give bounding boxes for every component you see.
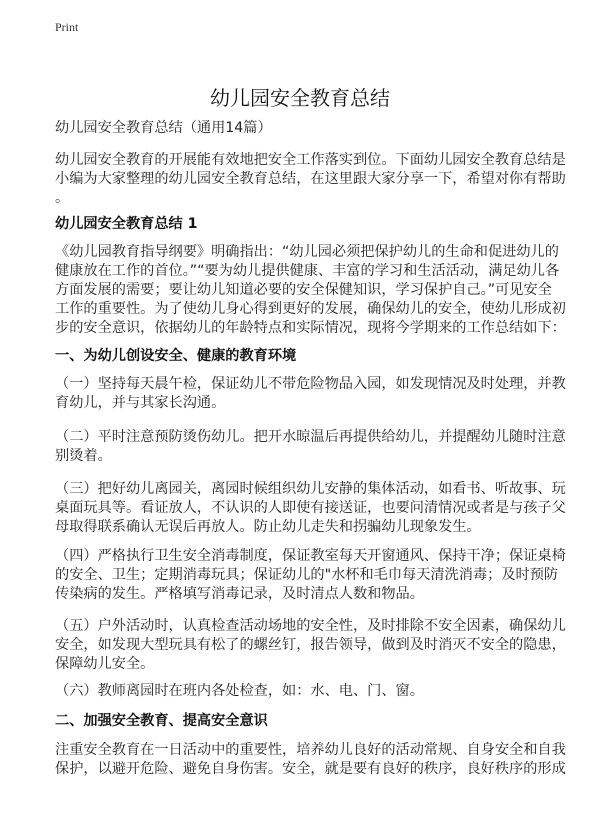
line: 幼儿园安全教育的开展能有效地把安全工作落实到位。下面幼儿园安全教育总结是 [55, 152, 566, 168]
line: 方面发展的需要；要让幼儿知道必要的安全保健知识，学习保护自己。”可见安全 [55, 282, 552, 298]
line: 健康放在工作的首位。”“要为幼儿提供健康、丰富的学习和生活活动，满足幼儿各 [55, 263, 560, 279]
paragraph [55, 480, 566, 537]
line: 安全，如发现大型玩具有松了的螺丝钉，报告领导，做到及时消灭不安全的隐患， [55, 637, 566, 653]
line: 母取得联系确认无误后再放人。防止幼儿走失和拐骗幼儿现象发生。 [55, 519, 481, 535]
print-link[interactable]: Print [55, 20, 79, 34]
line: （一）坚持每天晨午检，保证幼儿不带危险物品入园，如发现情况及时处理，并教 [55, 376, 566, 392]
paragraph [55, 682, 555, 701]
line: （五）户外活动时，认真检查活动场地的安全性，及时排除不安全因素，确保幼儿 [55, 618, 566, 634]
line: 工作的重要性。为了使幼儿身心得到更好的发展，确保幼儿的安全，使幼儿形成初 [55, 301, 566, 317]
line: 。 [55, 190, 70, 206]
line: 保护，以避开危险、避免自身伤害。安全，就是要有良好的秩序，良好秩序的形成 [55, 761, 566, 777]
line: 传染病的发生。严格填写消毒记录，及时清点人数和物品。 [55, 586, 424, 602]
section-heading [55, 347, 555, 366]
page-title: 幼儿园安全教育总结 [210, 86, 390, 110]
line: 保障幼儿安全。 [55, 656, 155, 672]
paragraph [55, 428, 566, 466]
paragraph [55, 375, 566, 413]
paragraph [55, 741, 566, 779]
paragraph [55, 243, 566, 338]
section-heading [55, 215, 555, 234]
line: 的安全、卫生；定期消毒玩具；保证幼儿的"水杯和毛巾每天清洗消毒；及时预防 [55, 567, 559, 583]
intro-paragraph [55, 151, 566, 208]
subtitle-text: 幼儿园安全教育总结（通用14篇） [55, 120, 272, 136]
paragraph [55, 547, 566, 604]
section-heading [55, 712, 555, 731]
line: 桌面玩具等。看证放人，不认识的人即使有接送证，也要问清情况或者是与孩子父 [55, 500, 566, 516]
subtitle [55, 119, 555, 138]
line: 步的安全意识，依据幼儿的年龄特点和实际情况，现将今学期来的工作总结如下： [55, 320, 566, 336]
line: 小编为大家整理的幼儿园安全教育总结，在这里跟大家分享一下，希望对你有帮助 [55, 171, 566, 187]
line: （四）严格执行卫生安全消毒制度，保证教室每天开窗通风、保持干净；保证桌椅 [55, 548, 566, 564]
line: （六）教师离园时在班内各处检查，如：水、电、门、窗。 [55, 683, 424, 699]
line: 育幼儿，并与其家长沟通。 [55, 395, 226, 411]
line: （二）平时注意预防烫伤幼儿。把开水晾温后再提供给幼儿，并提醒幼儿随时注意 [55, 429, 566, 445]
line: （三）把好幼儿离园关，离园时候组织幼儿安静的集体活动，如看书、听故事、玩 [55, 481, 566, 497]
line: 二、加强安全教育、提高安全意识 [55, 713, 268, 729]
line: 幼儿园安全教育总结 1 [55, 216, 198, 232]
line: 别烫着。 [55, 448, 112, 464]
paragraph [55, 617, 566, 674]
line: 一、为幼儿创设安全、健康的教育环境 [55, 348, 297, 364]
line: 注重安全教育在一日活动中的重要性，培养幼儿良好的活动常规、自身安全和自我 [55, 742, 566, 758]
line: 《幼儿园教育指导纲要》明确指出：“幼儿园必须把保护幼儿的生命和促进幼儿的 [55, 244, 559, 260]
